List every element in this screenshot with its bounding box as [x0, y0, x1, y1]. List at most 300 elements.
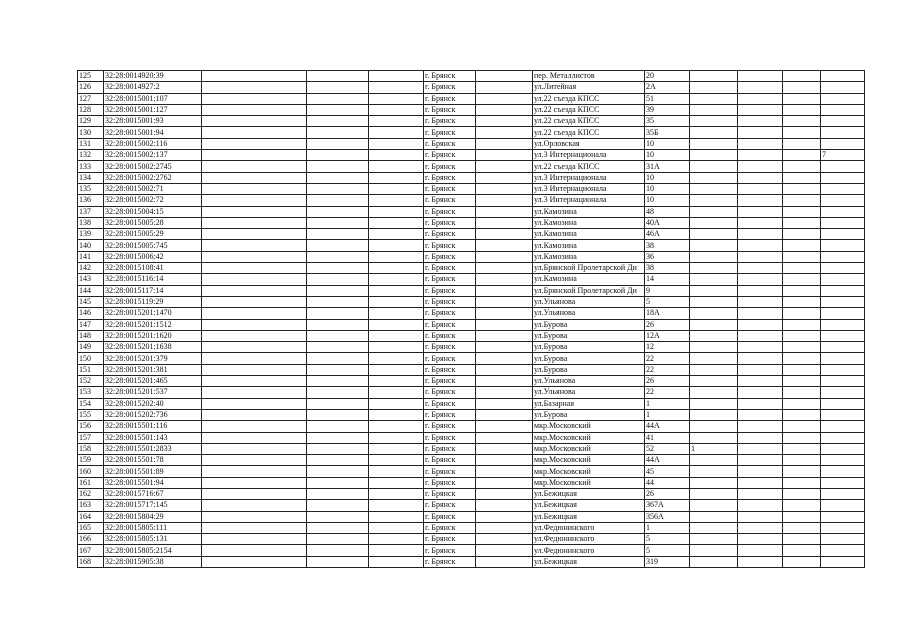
- table-row: [78, 421, 865, 432]
- cell-street: ул.22 съезда КПСС: [533, 161, 645, 172]
- cell-cadastral-number: 32:28:0015002:2762: [104, 172, 202, 183]
- cell-city: г. Брянск: [424, 104, 476, 115]
- cell-row-number: 165: [78, 522, 104, 533]
- cell-extra: [690, 251, 738, 262]
- cell-empty: [783, 477, 821, 488]
- cell-empty: [369, 296, 424, 307]
- cell-empty: [369, 172, 424, 183]
- table-row: [78, 206, 865, 217]
- cell-extra: [690, 398, 738, 409]
- cell-extra: [690, 500, 738, 511]
- table-row: [78, 217, 865, 228]
- cell-city: г. Брянск: [424, 296, 476, 307]
- cell-cadastral-number: 32:28:0015501:143: [104, 432, 202, 443]
- cell-extra: [821, 477, 865, 488]
- cell-cadastral-number: 32:28:0015905:38: [104, 556, 202, 567]
- cell-cadastral-number: 32:28:0015804:29: [104, 511, 202, 522]
- cell-extra: [690, 206, 738, 217]
- cell-empty: [307, 138, 369, 149]
- cell-empty: [738, 330, 783, 341]
- cell-empty: [369, 150, 424, 161]
- cell-empty: [202, 150, 307, 161]
- cell-empty: [783, 330, 821, 341]
- cell-extra: [690, 432, 738, 443]
- cell-city: г. Брянск: [424, 466, 476, 477]
- cell-empty: [369, 387, 424, 398]
- cell-street: мкр.Московский: [533, 432, 645, 443]
- table-row: [78, 150, 865, 161]
- cell-empty: [307, 443, 369, 454]
- cell-house-number: 1: [645, 522, 690, 533]
- cell-extra: [690, 150, 738, 161]
- cell-row-number: 129: [78, 116, 104, 127]
- cell-empty: [307, 296, 369, 307]
- cell-row-number: 162: [78, 488, 104, 499]
- cell-house-number: 26: [645, 376, 690, 387]
- cell-extra: [821, 263, 865, 274]
- cell-city: г. Брянск: [424, 500, 476, 511]
- cell-city: г. Брянск: [424, 522, 476, 533]
- cell-empty: [307, 104, 369, 115]
- cell-row-number: 143: [78, 274, 104, 285]
- cell-empty: [476, 296, 533, 307]
- cell-street: ул.Базарная: [533, 398, 645, 409]
- cell-empty: [307, 172, 369, 183]
- cell-house-number: 5: [645, 545, 690, 556]
- cell-city: г. Брянск: [424, 398, 476, 409]
- cell-extra: [821, 251, 865, 262]
- cell-empty: [476, 172, 533, 183]
- cell-extra: [690, 195, 738, 206]
- cell-city: г. Брянск: [424, 274, 476, 285]
- cell-empty: [783, 229, 821, 240]
- cell-house-number: 38: [645, 240, 690, 251]
- cell-street: ул.3 Интернационала: [533, 183, 645, 194]
- cell-row-number: 166: [78, 534, 104, 545]
- cell-row-number: 125: [78, 71, 104, 82]
- cell-city: г. Брянск: [424, 195, 476, 206]
- cell-empty: [202, 127, 307, 138]
- cell-empty: [202, 364, 307, 375]
- cell-extra: [821, 183, 865, 194]
- cell-empty: [307, 556, 369, 567]
- cell-empty: [476, 274, 533, 285]
- cell-empty: [738, 240, 783, 251]
- cell-empty: [369, 274, 424, 285]
- cell-empty: [307, 455, 369, 466]
- table-row: [78, 364, 865, 375]
- cell-empty: [783, 545, 821, 556]
- cell-empty: [476, 240, 533, 251]
- cell-extra: [690, 183, 738, 194]
- cell-empty: [783, 240, 821, 251]
- cell-row-number: 137: [78, 206, 104, 217]
- cell-house-number: 22: [645, 364, 690, 375]
- cell-empty: [202, 522, 307, 533]
- cell-house-number: 14: [645, 274, 690, 285]
- cell-empty: [738, 421, 783, 432]
- cell-empty: [202, 353, 307, 364]
- cell-cadastral-number: 32:28:0015501:94: [104, 477, 202, 488]
- cell-street: ул.Камозина: [533, 240, 645, 251]
- table-row: [78, 330, 865, 341]
- cell-empty: [476, 183, 533, 194]
- table-row: [78, 183, 865, 194]
- cell-empty: [738, 511, 783, 522]
- cell-city: г. Брянск: [424, 183, 476, 194]
- cell-empty: [369, 161, 424, 172]
- cell-empty: [476, 466, 533, 477]
- cell-empty: [738, 217, 783, 228]
- cell-empty: [783, 296, 821, 307]
- cell-cadastral-number: 32:28:0015501:78: [104, 455, 202, 466]
- cell-street: ул.3 Интернационала: [533, 172, 645, 183]
- cell-empty: [369, 263, 424, 274]
- cell-cadastral-number: 32:28:0015116:14: [104, 274, 202, 285]
- cell-cadastral-number: 32:28:0015201:379: [104, 353, 202, 364]
- cell-city: г. Брянск: [424, 127, 476, 138]
- cell-empty: [369, 127, 424, 138]
- cell-empty: [738, 556, 783, 567]
- cell-cadastral-number: 32:28:0015005:745: [104, 240, 202, 251]
- cell-extra: [821, 240, 865, 251]
- cell-empty: [307, 206, 369, 217]
- cell-empty: [738, 263, 783, 274]
- cell-empty: [202, 466, 307, 477]
- table-row: [78, 387, 865, 398]
- cell-row-number: 139: [78, 229, 104, 240]
- cell-empty: [783, 522, 821, 533]
- cell-empty: [738, 376, 783, 387]
- table-row: [78, 466, 865, 477]
- cell-extra: [821, 138, 865, 149]
- cell-extra: [690, 488, 738, 499]
- cell-row-number: 144: [78, 285, 104, 296]
- cell-house-number: 319: [645, 556, 690, 567]
- cell-empty: [202, 534, 307, 545]
- cell-row-number: 148: [78, 330, 104, 341]
- cell-row-number: 133: [78, 161, 104, 172]
- cell-extra: [821, 534, 865, 545]
- cell-city: г. Брянск: [424, 263, 476, 274]
- cell-empty: [307, 150, 369, 161]
- cell-extra: [821, 398, 865, 409]
- cell-empty: [202, 229, 307, 240]
- cell-empty: [738, 308, 783, 319]
- table-row: [78, 545, 865, 556]
- cell-house-number: 356А: [645, 511, 690, 522]
- cell-house-number: 26: [645, 319, 690, 330]
- cell-city: г. Брянск: [424, 93, 476, 104]
- cell-empty: [369, 104, 424, 115]
- cell-empty: [307, 466, 369, 477]
- cell-row-number: 158: [78, 443, 104, 454]
- cell-empty: [476, 443, 533, 454]
- cell-city: г. Брянск: [424, 240, 476, 251]
- cell-row-number: 163: [78, 500, 104, 511]
- cell-empty: [202, 195, 307, 206]
- cell-empty: [202, 398, 307, 409]
- cell-empty: [369, 556, 424, 567]
- cell-empty: [783, 274, 821, 285]
- cell-empty: [783, 116, 821, 127]
- cell-city: г. Брянск: [424, 376, 476, 387]
- cell-house-number: 12: [645, 342, 690, 353]
- cell-empty: [369, 364, 424, 375]
- cell-row-number: 151: [78, 364, 104, 375]
- cell-city: г. Брянск: [424, 161, 476, 172]
- cell-extra: [690, 263, 738, 274]
- cell-extra: [821, 319, 865, 330]
- cell-extra: [821, 353, 865, 364]
- cell-empty: [202, 240, 307, 251]
- cell-empty: [476, 432, 533, 443]
- cell-empty: [369, 229, 424, 240]
- table-row: [78, 376, 865, 387]
- cell-extra: [690, 240, 738, 251]
- cell-cadastral-number: 32:28:0014920:39: [104, 71, 202, 82]
- cell-empty: [369, 251, 424, 262]
- cell-empty: [369, 376, 424, 387]
- cell-empty: [202, 500, 307, 511]
- cell-empty: [202, 206, 307, 217]
- cell-empty: [202, 71, 307, 82]
- cell-house-number: 22: [645, 353, 690, 364]
- cell-empty: [202, 251, 307, 262]
- cell-extra: [690, 127, 738, 138]
- cell-row-number: 147: [78, 319, 104, 330]
- table-row: [78, 319, 865, 330]
- cell-empty: [476, 364, 533, 375]
- cell-empty: [738, 127, 783, 138]
- cell-empty: [307, 229, 369, 240]
- cell-empty: [738, 251, 783, 262]
- cell-city: г. Брянск: [424, 534, 476, 545]
- cell-street: ул.Бурова: [533, 319, 645, 330]
- cell-empty: [369, 82, 424, 93]
- cell-empty: [369, 116, 424, 127]
- cell-city: г. Брянск: [424, 387, 476, 398]
- cell-extra: [690, 466, 738, 477]
- cell-city: г. Брянск: [424, 353, 476, 364]
- cell-empty: [307, 116, 369, 127]
- cell-extra: [821, 342, 865, 353]
- cell-extra: [821, 127, 865, 138]
- cell-empty: [476, 342, 533, 353]
- table-row: [78, 116, 865, 127]
- cell-street: ул.Орловская: [533, 138, 645, 149]
- cell-empty: [476, 534, 533, 545]
- cell-street: ул.Камозина: [533, 206, 645, 217]
- cell-empty: [783, 534, 821, 545]
- cell-row-number: 126: [78, 82, 104, 93]
- cell-empty: [476, 206, 533, 217]
- cell-empty: [738, 353, 783, 364]
- cell-empty: [738, 296, 783, 307]
- cell-extra: [690, 217, 738, 228]
- cell-cadastral-number: 32:28:0015717:145: [104, 500, 202, 511]
- cell-empty: [783, 364, 821, 375]
- cell-empty: [307, 195, 369, 206]
- cell-street: мкр.Московский: [533, 466, 645, 477]
- cell-empty: [738, 500, 783, 511]
- cell-extra: [821, 330, 865, 341]
- cell-empty: [307, 127, 369, 138]
- cell-empty: [738, 150, 783, 161]
- cell-empty: [307, 183, 369, 194]
- cell-row-number: 150: [78, 353, 104, 364]
- cell-empty: [783, 104, 821, 115]
- cell-empty: [369, 240, 424, 251]
- cell-city: г. Брянск: [424, 319, 476, 330]
- cell-row-number: 167: [78, 545, 104, 556]
- cell-empty: [476, 161, 533, 172]
- cell-empty: [738, 466, 783, 477]
- cell-extra: [821, 229, 865, 240]
- cell-house-number: 39: [645, 104, 690, 115]
- cell-empty: [307, 488, 369, 499]
- table-row: [78, 511, 865, 522]
- cell-house-number: 12А: [645, 330, 690, 341]
- cell-empty: [476, 522, 533, 533]
- cell-empty: [307, 353, 369, 364]
- table-row: [78, 477, 865, 488]
- cell-empty: [369, 217, 424, 228]
- table-row: [78, 274, 865, 285]
- cell-house-number: 2А: [645, 82, 690, 93]
- cell-street: ул.22 съезда КПСС: [533, 127, 645, 138]
- table-row: [78, 229, 865, 240]
- cell-street: мкр.Московский: [533, 443, 645, 454]
- cell-cadastral-number: 32:28:0015006:42: [104, 251, 202, 262]
- cell-empty: [202, 296, 307, 307]
- cell-house-number: 44: [645, 477, 690, 488]
- cell-extra: [690, 421, 738, 432]
- cell-extra: [821, 217, 865, 228]
- cell-empty: [476, 376, 533, 387]
- cell-empty: [307, 319, 369, 330]
- cell-empty: [783, 263, 821, 274]
- cell-empty: [202, 263, 307, 274]
- table-row: [78, 432, 865, 443]
- cell-empty: [783, 195, 821, 206]
- cell-street: ул.Бежицкая: [533, 500, 645, 511]
- cell-house-number: 10: [645, 138, 690, 149]
- cell-city: г. Брянск: [424, 251, 476, 262]
- cell-empty: [369, 398, 424, 409]
- cell-empty: [738, 71, 783, 82]
- cell-cadastral-number: 32:28:0015001:93: [104, 116, 202, 127]
- cell-empty: [202, 217, 307, 228]
- table-row: [78, 443, 865, 454]
- cell-extra: [821, 104, 865, 115]
- cell-empty: [307, 240, 369, 251]
- cell-empty: [738, 409, 783, 420]
- cell-cadastral-number: 32:28:0015805:111: [104, 522, 202, 533]
- cell-house-number: 35Б: [645, 127, 690, 138]
- cell-extra: [690, 82, 738, 93]
- cell-street: ул.22 съезда КПСС: [533, 104, 645, 115]
- cell-empty: [369, 308, 424, 319]
- cell-cadastral-number: 32:28:0015005:29: [104, 229, 202, 240]
- cell-street: ул.Бурова: [533, 409, 645, 420]
- cell-empty: [307, 93, 369, 104]
- cell-city: г. Брянск: [424, 477, 476, 488]
- cell-city: г. Брянск: [424, 443, 476, 454]
- cell-empty: [307, 376, 369, 387]
- cell-empty: [476, 229, 533, 240]
- cell-empty: [202, 172, 307, 183]
- table-row: [78, 398, 865, 409]
- cell-house-number: 20: [645, 71, 690, 82]
- cell-empty: [476, 421, 533, 432]
- cell-city: г. Брянск: [424, 229, 476, 240]
- cell-extra: [821, 556, 865, 567]
- cell-empty: [307, 534, 369, 545]
- cell-empty: [307, 432, 369, 443]
- cell-house-number: 41: [645, 432, 690, 443]
- cell-empty: [202, 274, 307, 285]
- cell-empty: [783, 217, 821, 228]
- cell-empty: [369, 330, 424, 341]
- cell-street: ул.Ульянова: [533, 376, 645, 387]
- cell-empty: [202, 421, 307, 432]
- cell-cadastral-number: 32:28:0015805:131: [104, 534, 202, 545]
- cell-empty: [738, 116, 783, 127]
- cell-empty: [202, 432, 307, 443]
- cell-cadastral-number: 32:28:0015005:28: [104, 217, 202, 228]
- cell-empty: [738, 183, 783, 194]
- cell-row-number: 159: [78, 455, 104, 466]
- cell-street: мкр.Московский: [533, 455, 645, 466]
- cell-empty: [202, 477, 307, 488]
- cell-city: г. Брянск: [424, 285, 476, 296]
- cell-empty: [738, 161, 783, 172]
- cell-house-number: 10: [645, 183, 690, 194]
- cell-row-number: 161: [78, 477, 104, 488]
- cell-empty: [369, 285, 424, 296]
- cell-extra: [690, 138, 738, 149]
- cell-empty: [307, 477, 369, 488]
- cell-house-number: 10: [645, 172, 690, 183]
- cell-empty: [202, 82, 307, 93]
- cell-empty: [783, 138, 821, 149]
- cell-cadastral-number: 32:28:0015201:381: [104, 364, 202, 375]
- cell-empty: [202, 376, 307, 387]
- cell-street: ул.22 съезда КПСС: [533, 93, 645, 104]
- cell-city: г. Брянск: [424, 421, 476, 432]
- cell-empty: [783, 150, 821, 161]
- cell-empty: [783, 376, 821, 387]
- cell-empty: [307, 545, 369, 556]
- cell-house-number: 36: [645, 251, 690, 262]
- cell-extra: [690, 285, 738, 296]
- register-sheet: [77, 70, 865, 568]
- cell-cadastral-number: 32:28:0015202:40: [104, 398, 202, 409]
- cell-row-number: 149: [78, 342, 104, 353]
- cell-empty: [476, 285, 533, 296]
- cell-empty: [307, 217, 369, 228]
- cell-empty: [783, 556, 821, 567]
- cell-extra: [690, 409, 738, 420]
- cell-empty: [202, 455, 307, 466]
- cell-empty: [202, 409, 307, 420]
- cell-house-number: 26: [645, 488, 690, 499]
- cell-street: ул.Ульянова: [533, 296, 645, 307]
- cell-street: ул.Федюнинского: [533, 522, 645, 533]
- cell-house-number: 10: [645, 150, 690, 161]
- cell-cadastral-number: 32:28:0015201:1620: [104, 330, 202, 341]
